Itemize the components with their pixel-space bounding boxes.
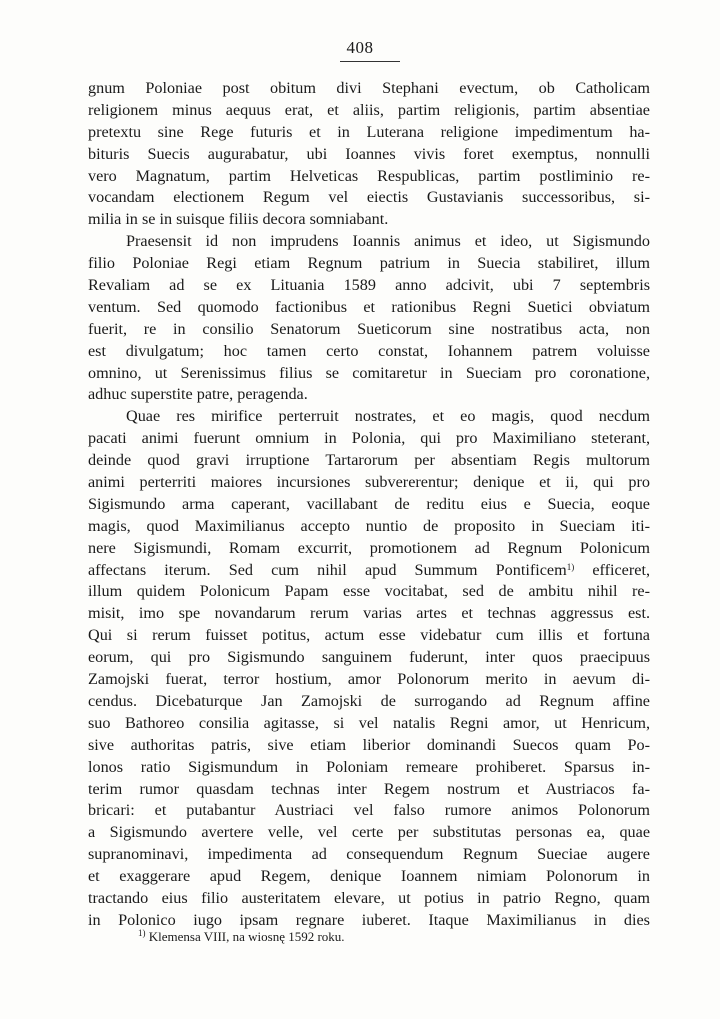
text-line-content: deinde quod gravi irruptione Tartarorum per absentiam Regis multorum <box>88 451 650 470</box>
text-line <box>88 735 650 757</box>
text-line <box>88 122 650 144</box>
text-line <box>88 319 650 341</box>
text-line-content: cendus. Dicebaturque Jan Zamojski de surrogando ad Regnum affine <box>88 691 650 710</box>
text-line <box>88 472 650 494</box>
text-line <box>88 844 650 866</box>
text-line <box>88 144 650 166</box>
text-line <box>88 560 650 582</box>
text-line <box>88 866 650 888</box>
text-line-content: tractando eius filio austeritatem elevare, ut potius in patrio Regno, quam <box>88 888 650 907</box>
text-line-content: filio Poloniae Regi etiam Regnum patrium in Suecia stabiliret, illum <box>88 254 650 273</box>
text-line <box>88 450 650 472</box>
text-line <box>88 209 650 231</box>
footnote <box>138 928 345 946</box>
text-line <box>88 888 650 910</box>
text-line-content: gnum Poloniae post obitum divi Stephani evectum, ob Catholicam <box>88 79 650 97</box>
text-line-content: Praesensit id non imprudens Ioannis animus et ideo, ut Sigismundo <box>126 232 650 251</box>
text-line-content: Zamojski fuerat, terror hostium, amor Polonorum merito in aevum di- <box>88 670 650 689</box>
text-line-content: terim rumor quasdam technas inter Regem nostrum et Austriacos fa- <box>88 779 650 798</box>
text-line-content: pretextu sine Rege futuris et in Luterana religione impedimentum ha- <box>88 122 650 141</box>
text-line-content: in Polonico iugo ipsam regnare iuberet. Itaque Maximilianus in dies <box>88 910 650 929</box>
text-line-content: a Sigismundo avertere velle, vel certe per substitutas personas ea, quae <box>88 823 650 842</box>
text-line-content: omnino, ut Serenissimus filius se comitaretur in Sueciam pro coronatione, <box>88 363 650 382</box>
footnote-text: Klemensa VIII, na wiosnę 1592 roku. <box>145 929 345 944</box>
text-line <box>88 253 650 275</box>
text-line <box>88 428 650 450</box>
text-line-content: magis, quod Maximilianus accepto nuntio de proposito in Sueciam iti- <box>88 516 650 535</box>
text-line <box>88 341 650 363</box>
text-line-content: Quae res mirifice perterruit nostrates, et eo magis, quod necdum <box>126 407 650 426</box>
text-line <box>88 713 650 735</box>
text-line <box>88 669 650 691</box>
text-line-content: adhuc superstite patre, peragenda. <box>88 385 308 404</box>
text-line-content: est divulgatum; hoc tamen certo constat, Iohannem patrem voluisse <box>88 341 650 360</box>
text-line-content: bricari: et putabantur Austriaci vel falso rumore animos Polonorum <box>88 801 650 820</box>
text-line-content: fuerit, re in consilio Senatorum Sueticorum sine nostratibus acta, non <box>88 319 650 338</box>
text-line <box>88 363 650 385</box>
text-line-content: vero Magnatum, partim Helveticas Respublicas, partim postliminio re- <box>88 166 650 185</box>
text-line <box>88 100 650 122</box>
text-line-content: misit, imo spe novandarum rerum varias artes et technas aggressus est. <box>88 604 650 623</box>
text-line <box>88 691 650 713</box>
text-line-content: Sigismundo arma caperant, vacillabant de reditu eius e Suecia, eoque <box>88 494 650 513</box>
footnote-marker: 1) <box>138 928 146 938</box>
text-line <box>88 757 650 779</box>
text-line <box>88 187 650 209</box>
text-line <box>88 779 650 801</box>
page-number-rule <box>340 61 400 62</box>
text-line-content: religionem minus aequus erat, et aliis, partim religionis, partim absentiae <box>88 100 650 119</box>
text-line <box>88 800 650 822</box>
text-line-content: milia in se in suisque filiis decora somniabant. <box>88 210 389 229</box>
text-line <box>88 297 650 319</box>
text-line <box>88 231 650 253</box>
text-line <box>88 647 650 669</box>
text-line-content: affectans iterum. Sed cum nihil apud Summum Pontificem <box>88 560 567 579</box>
text-line <box>88 494 650 516</box>
page-number: 408 <box>346 38 374 57</box>
text-line-content: illum quidem Polonicum Papam esse vocitabat, sed de ambitu nihil re- <box>88 582 650 601</box>
text-line-content: sive authoritas patris, sive etiam liberior dominandi Suecos quam Po- <box>88 735 650 754</box>
text-line <box>88 275 650 297</box>
text-line <box>88 516 650 538</box>
text-line-content: nere Sigismundi, Romam excurrit, promotionem ad Regnum Polonicum <box>88 538 650 557</box>
text-line <box>88 822 650 844</box>
text-line <box>88 78 650 100</box>
text-line-content: lonos ratio Sigismundum in Poloniam remeare prohiberet. Sparsus in- <box>88 757 650 776</box>
text-line-content: ventum. Sed quomodo factionibus et rationibus Regni Suetici obviatum <box>88 297 650 316</box>
text-line-continuation: efficeret, <box>574 560 650 579</box>
text-line-content: vocandam electionem Regum vel eiectis Gustavianis successoribus, si- <box>88 188 650 207</box>
text-line-content: pacati animi fuerunt omnium in Polonia, qui pro Maximiliano steterant, <box>88 429 650 448</box>
text-line-content: animi perterriti maiores incursiones subvererentur; denique et ii, qui pro <box>88 473 650 492</box>
text-line-content: eorum, qui pro Sigismundo sanguinem fuderunt, inter quos praecipuus <box>88 648 650 667</box>
text-line-content: supranominavi, impedimenta ad consequendum Regnum Sueciae augere <box>88 845 650 864</box>
text-line-content: Qui si rerum fuisset potitus, actum esse videbatur cum illis et fortuna <box>88 626 650 645</box>
text-line-content: et exaggerare apud Regem, denique Ioannem nimiam Polonorum in <box>88 867 650 886</box>
text-line <box>88 603 650 625</box>
text-line-content: Revaliam ad se ex Lituania 1589 anno adcivit, ubi 7 septembris <box>88 276 650 295</box>
text-line <box>88 166 650 188</box>
text-line <box>88 538 650 560</box>
text-line-content: bituris Suecis augurabatur, ubi Ioannes vivis foret exemptus, nonnulli <box>88 144 650 163</box>
body-text <box>88 78 650 932</box>
text-line <box>88 625 650 647</box>
text-line <box>88 406 650 428</box>
text-line-content: suo Bathoreo consilia agitasse, si vel natalis Regni amor, ut Henricum, <box>88 713 650 732</box>
footnote-reference: 1) <box>566 561 575 572</box>
text-line <box>88 581 650 603</box>
text-line <box>88 384 650 406</box>
